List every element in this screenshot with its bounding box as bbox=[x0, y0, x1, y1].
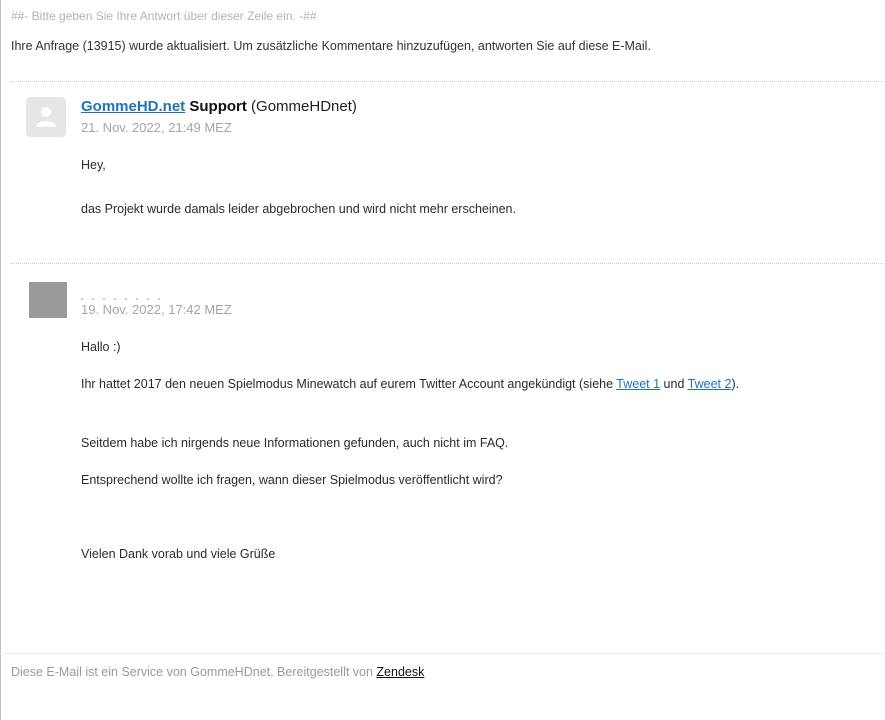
text-segment: ). bbox=[731, 377, 740, 391]
tweet-2-link[interactable]: Tweet 2 bbox=[687, 377, 732, 391]
message-paragraph: Entsprechend wollte ich fragen, wann dieser Spielmodus veröffentlicht wird? bbox=[81, 473, 503, 487]
reply-marker: ##- Bitte geben Sie Ihre Antwort über dieser Zeile ein. -## bbox=[11, 9, 317, 23]
text-segment: und bbox=[660, 377, 688, 391]
author-link[interactable]: GommeHD.net bbox=[81, 98, 186, 115]
footer-divider bbox=[0, 653, 883, 654]
text-segment: Ihr hattet 2017 den neuen Spielmodus Minewatch auf eurem Twitter Account angekündigt (siehe bbox=[81, 377, 617, 391]
message-divider bbox=[11, 81, 883, 82]
message-date: 21. Nov. 2022, 21:49 MEZ bbox=[81, 120, 232, 135]
message-divider bbox=[11, 263, 883, 264]
avatar bbox=[29, 282, 67, 318]
tweet-1-link[interactable]: Tweet 1 bbox=[616, 377, 661, 391]
message-paragraph bbox=[81, 377, 739, 391]
intro-text: Ihre Anfrage (13915) wurde aktualisiert. Um zusätzliche Kommentare hinzuzufügen, antworten Sie auf diese E-Mail. bbox=[11, 39, 651, 53]
message-paragraph: das Projekt wurde damals leider abgebrochen und wird nicht mehr erscheinen. bbox=[81, 202, 516, 216]
message-paragraph: Hey, bbox=[81, 158, 106, 172]
message-paragraph: Seitdem habe ich nirgends neue Informationen gefunden, auch nicht im FAQ. bbox=[81, 436, 509, 450]
footer bbox=[11, 665, 424, 679]
message-closing: Vielen Dank vorab und viele Grüße bbox=[81, 547, 276, 561]
author-name: Support bbox=[189, 98, 247, 115]
message-author bbox=[81, 98, 357, 115]
message-greeting: Hallo :) bbox=[81, 340, 121, 354]
avatar bbox=[26, 97, 66, 137]
left-border bbox=[0, 0, 1, 720]
footer-text: Diese E-Mail ist ein Service von GommeHDnet. Bereitgestellt von bbox=[11, 665, 377, 679]
zendesk-link[interactable]: Zendesk bbox=[376, 665, 425, 679]
message-date: 19. Nov. 2022, 17:42 MEZ bbox=[81, 302, 232, 317]
author-org: (GommeHDnet) bbox=[251, 98, 357, 115]
redacted-author bbox=[81, 287, 181, 295]
user-icon bbox=[26, 97, 66, 137]
